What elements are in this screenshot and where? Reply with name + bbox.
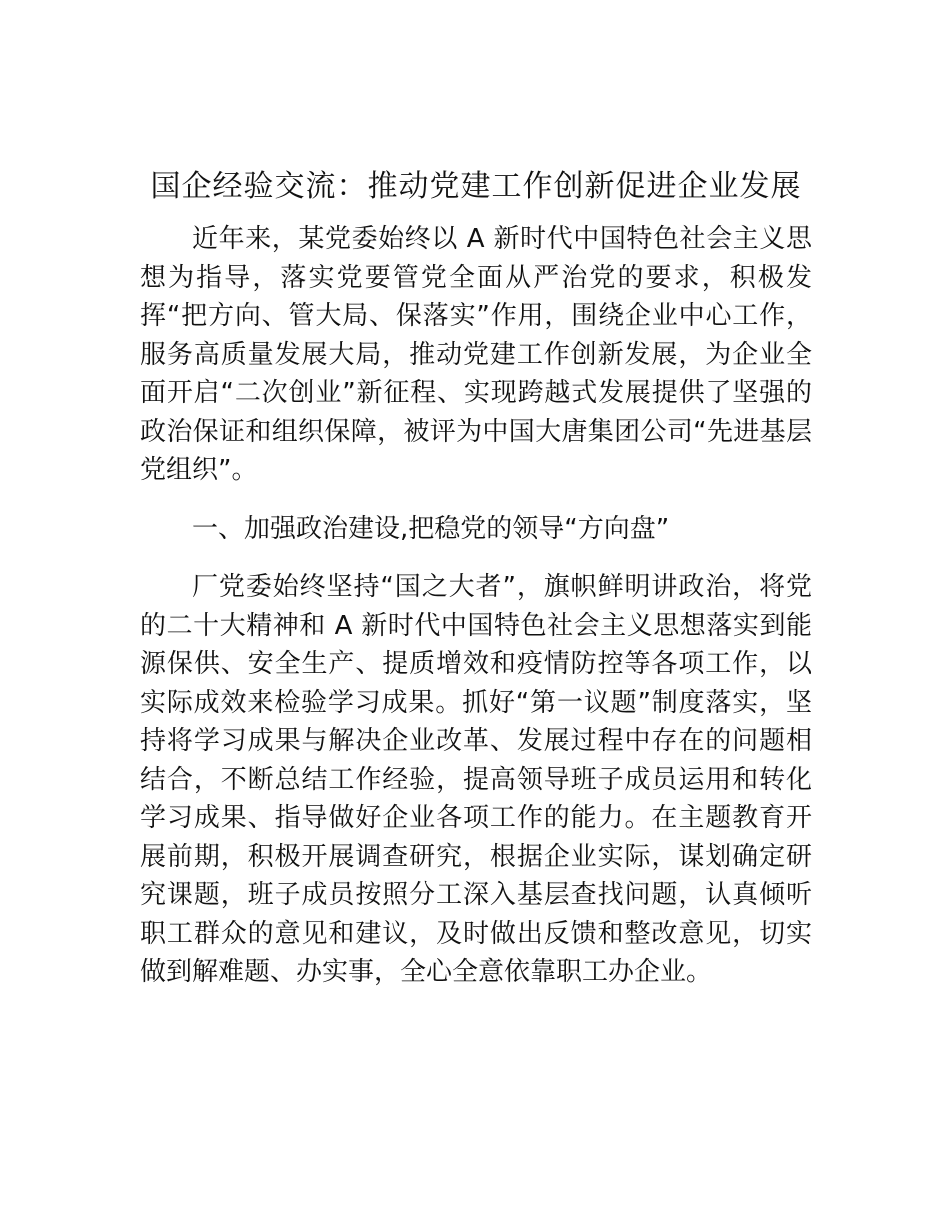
document-title: 国企经验交流：推动党建工作创新促进企业发展 xyxy=(150,169,802,204)
document-content xyxy=(140,166,812,992)
body-paragraph: 厂党委始终坚持“国之大者”，旗帜鲜明讲政治，将党的二十大精神和 A 新时代中国特色社会主义思想落实到能源保供、安全生产、提质增效和疫情防控等各项工作，以实际成效来检验学习成果。抓好“第一议题”制度落实，坚持将学习成果与解决企业改革、发展过程中存在的问题相结合，不断总结工作经验，提高领导班子成员运用和转化学习成果、指导做好企业各项工作的能力。在主题教育开展前期，积极开展调查研究，根据企业实际，谋划确定研究课题，班子成员按照分工深入基层查找问题，认真倾听职工群众的意见和建议，及时做出反馈和整改意见，切实做到解难题、办实事，全心全意依靠职工办企业。 xyxy=(140,572,812,987)
intro-paragraph: 近年来，某党委始终以 A 新时代中国特色社会主义思想为指导，落实党要管党全面从严治党的要求，积极发挥“把方向、管大局、保落实”作用，围绕企业中心工作，服务高质量发展大局，推动党建工作创新发展，为企业全面开启“二次创业”新征程、实现跨越式发展提供了坚强的政治保证和组织保障，被评为中国大唐集团公司“先进基层党组织”。 xyxy=(140,224,812,485)
section-heading: 一、加强政治建设,把稳党的领导“方向盘” xyxy=(192,513,670,544)
